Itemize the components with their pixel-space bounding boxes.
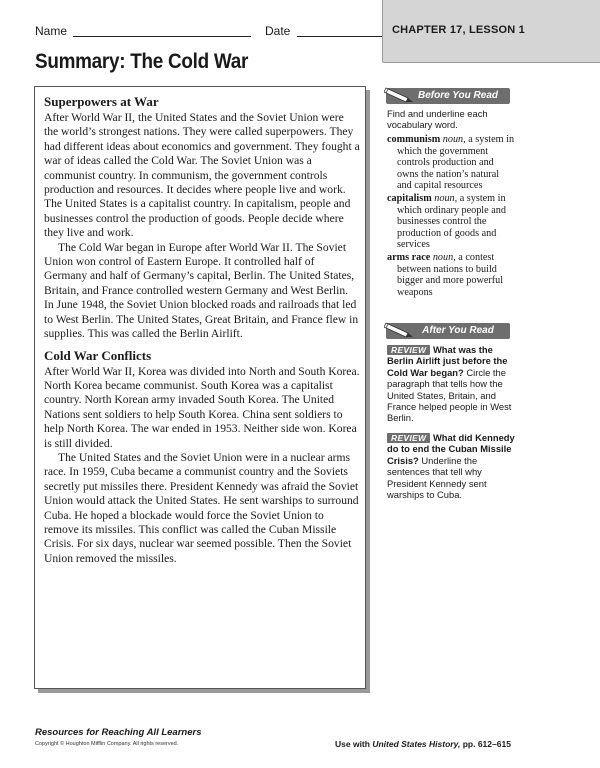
- after-you-read-label: After You Read: [422, 325, 494, 336]
- review-question-1: [387, 344, 517, 424]
- review-question-2: [387, 432, 517, 500]
- footer-copyright: Copyright © Houghton Mifflin Company. All rights reserved.: [35, 741, 179, 747]
- paragraph-superpowers-2: The Cold War began in Europe after World War II. The Soviet Union won control of Eastern Europe. It controlled half of Germany and half of Germany’s capital, Berlin. The United States, Britain, and France controlled western Germany and West Berlin. In June 1948, the Soviet Union blocked roads and railroads that led to West Berlin. The United States, Great Britain, and France flew in supplies. This was called the Berlin Airlift.: [44, 240, 359, 341]
- review-question-text: What did Kennedy do to end the Cuban Missile Crisis?: [387, 432, 515, 466]
- footer-book-reference: [335, 739, 511, 749]
- review-instruction: Underline the sentences that tell why President Kennedy sent warships to Cuba.: [387, 454, 487, 501]
- section-heading-superpowers: Superpowers at War: [44, 94, 159, 109]
- vocab-item: [387, 134, 515, 192]
- before-instruction: Find and underline each vocabulary word.: [387, 108, 488, 131]
- footer-pages: pp. 612–615: [462, 739, 511, 749]
- name-field-line[interactable]: [73, 36, 251, 37]
- vocab-item: [387, 252, 515, 298]
- vocab-term: arms race: [387, 251, 431, 263]
- page-title: Summary: The Cold War: [35, 50, 249, 73]
- review-badge: REVIEW: [387, 345, 430, 355]
- vocab-pos: noun,: [442, 134, 466, 145]
- review-question-text: What was the Berlin Airlift just before the Cold War began?: [387, 344, 508, 378]
- vocab-definition: a system in which the government controls production and owns the nation’s natural and capital resources: [397, 134, 515, 192]
- paragraph-conflicts-2: The United States and the Soviet Union were in a nuclear arms race. In 1959, Cuba became a communist country and the Soviets secretly put missiles there. President Kennedy was afraid the Soviet Union would attack the United States. He sent warships to surround Cuba. He hoped a blockade would force the Soviet Union to remove its missiles. This conflict was called the Cuban Missile Crisis. For six days, nuclear war seemed possible. Then the Soviet Union removed the missiles.: [44, 450, 359, 565]
- vocab-list: [387, 134, 515, 299]
- vocab-pos: noun,: [432, 251, 456, 263]
- review-badge: REVIEW: [387, 433, 430, 443]
- footer-resource-title: Resources for Reaching All Learners: [35, 727, 202, 738]
- vocab-definition: a system in which ordinary people and businesses control the production of goods and services: [397, 192, 506, 251]
- vocab-definition: a contest between nations to build bigger and more powerful weapons: [397, 251, 504, 298]
- paragraph-superpowers-1: After World War II, the United States and the Soviet Union were the world’s strongest nations. They were called superpowers. They had different ideas about economics and government. They fought a war of ideas called the Cold War. The Soviet Union was a communist country. In communism, the government controls production and resources. It decides where people live and work. The United States is a capitalist country. In capitalism, people and businesses control the production of goods. People decide where they live and work.: [44, 111, 360, 240]
- date-label: Date: [265, 24, 291, 38]
- vocab-term: communism: [387, 134, 441, 145]
- review-instruction: Circle the paragraph that tells how the United States, Britain, and France helped people in West Berlin.: [387, 366, 512, 424]
- section-heading-conflicts: Cold War Conflicts: [44, 347, 152, 363]
- vocab-item: [387, 193, 515, 251]
- name-label: Name: [35, 24, 68, 38]
- summary-content: [44, 94, 360, 566]
- vocab-pos: noun,: [434, 192, 458, 204]
- footer-book-title: United States History,: [372, 739, 461, 749]
- before-you-read-label: Before You Read: [417, 90, 499, 101]
- chapter-label: CHAPTER 17, LESSON 1: [392, 24, 525, 36]
- footer-use-with: Use with: [335, 739, 370, 749]
- date-field-line[interactable]: [297, 36, 383, 37]
- vocab-term: capitalism: [387, 192, 432, 204]
- paragraph-conflicts-1: After World War II, Korea was divided into North and South Korea. North Korea became communist. South Korea was a capitalist country. North Korean army invaded South Korea. The United Nations sent soldiers to help South Korea. China sent soldiers to help North Korea. The war ended in 1953. Neither side won. Korea is still divided.: [44, 364, 360, 450]
